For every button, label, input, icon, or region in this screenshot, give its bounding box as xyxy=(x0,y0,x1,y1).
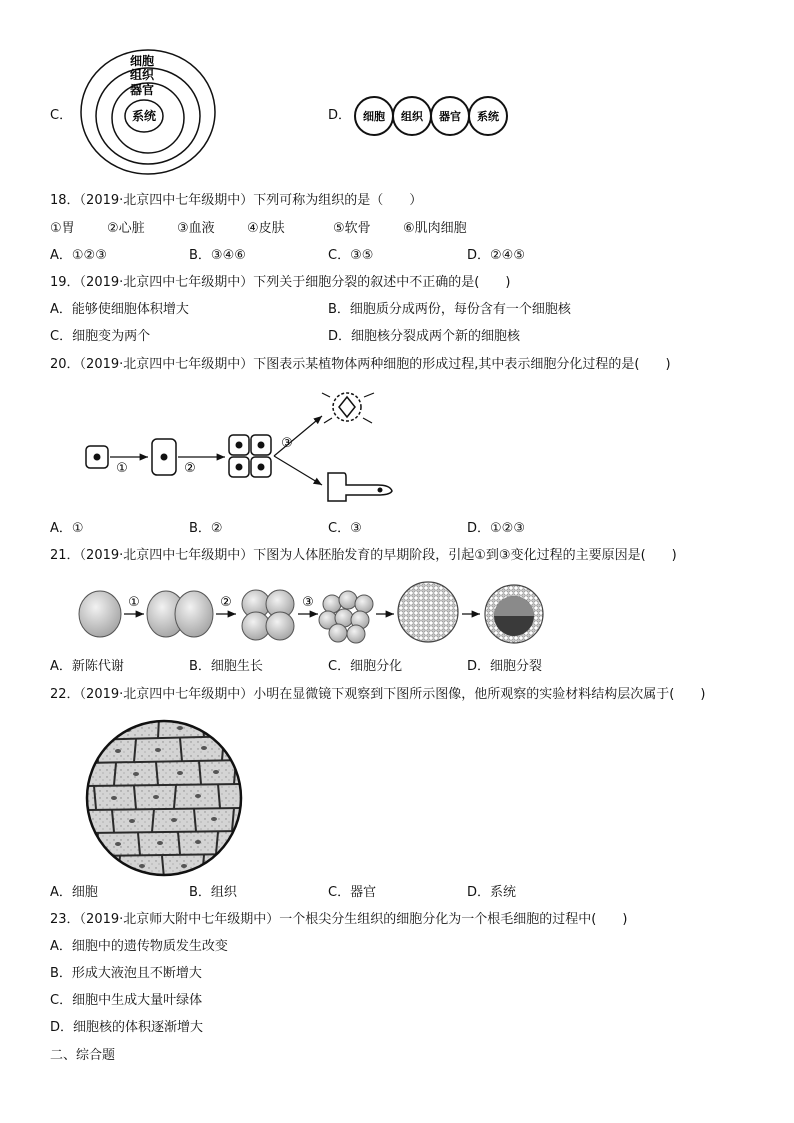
q17-concentric-rings-figure xyxy=(78,48,218,176)
q18-stem: 18．（2019·北京四中七年级期中）下列可称为组织的是（ ） xyxy=(50,193,423,208)
q20-step-3: ③ xyxy=(281,436,293,451)
q22-microscope-view-figure xyxy=(84,718,244,878)
q20-step-1: ① xyxy=(116,461,128,476)
q22-option-a[interactable]: A．细胞 xyxy=(50,885,98,900)
ring-label-2: 组织 xyxy=(129,68,155,82)
q20-option-a[interactable]: A．① xyxy=(50,521,84,536)
q23-option-a[interactable]: A．细胞中的遗传物质发生改变 xyxy=(50,939,228,954)
q18-option-c[interactable]: C．③⑤ xyxy=(328,248,374,263)
q18-item-1: ①胃 xyxy=(50,221,75,236)
q18-option-b[interactable]: B．③④⑥ xyxy=(189,248,246,263)
q20-step-2: ② xyxy=(184,461,196,476)
q20-option-c[interactable]: C．③ xyxy=(328,521,362,536)
q21-option-b[interactable]: B．细胞生长 xyxy=(189,659,263,674)
q22-option-d[interactable]: D．系统 xyxy=(467,885,517,900)
q19-option-b[interactable]: B．细胞质分成两份，每份含有一个细胞核 xyxy=(328,302,571,317)
q20-option-b[interactable]: B．② xyxy=(189,521,223,536)
q18-item-4: ④皮肤 xyxy=(247,221,285,236)
chain-label-3: 器官 xyxy=(439,110,461,123)
q18-item-3: ③血液 xyxy=(177,221,215,236)
q23-option-d[interactable]: D．细胞核的体积逐渐增大 xyxy=(50,1020,204,1035)
ring-label-1: 细胞 xyxy=(129,54,155,68)
q21-option-a[interactable]: A．新陈代谢 xyxy=(50,659,124,674)
q17-option-d-label: D． xyxy=(328,108,352,123)
q22-option-c[interactable]: C．器官 xyxy=(328,885,377,900)
chain-label-1: 细胞 xyxy=(363,110,385,123)
q23-stem: 23．（2019·北京师大附中七年级期中）一个根尖分生组织的细胞分化为一个根毛细胞的过程中( ) xyxy=(50,912,628,927)
q21-step-2: ② xyxy=(220,595,232,610)
q19-stem: 19．（2019·北京四中七年级期中）下列关于细胞分裂的叙述中不正确的是( ) xyxy=(50,275,511,290)
q21-option-c[interactable]: C．细胞分化 xyxy=(328,659,403,674)
q23-option-b[interactable]: B．形成大液泡且不断增大 xyxy=(50,966,202,981)
q18-option-a[interactable]: A．①②③ xyxy=(50,248,107,263)
chain-label-4: 系统 xyxy=(477,110,499,123)
q19-option-a[interactable]: A．能够使细胞体积增大 xyxy=(50,302,189,317)
q21-step-3: ③ xyxy=(302,595,314,610)
q22-stem: 22．（2019·北京四中七年级期中）小明在显微镜下观察到下图所示图像，他所观察的实验材料结构层次属于( ) xyxy=(50,687,706,702)
q20-stem: 20．（2019·北京四中七年级期中）下图表示某植物体两种细胞的形成过程,其中表示细胞分化过程的是( ) xyxy=(50,357,671,372)
q21-option-d[interactable]: D．细胞分裂 xyxy=(467,659,543,674)
q21-stem: 21．（2019·北京四中七年级期中）下图为人体胚胎发育的早期阶段，引起①到③变化过程的主要原因是( ) xyxy=(50,548,677,563)
ring-label-3: 器官 xyxy=(129,83,155,97)
section-heading: 二、综合题 xyxy=(50,1048,116,1063)
q20-cell-differentiation-figure xyxy=(82,385,402,510)
q17-option-c-label: C． xyxy=(50,108,73,123)
chain-label-2: 组织 xyxy=(401,110,423,123)
q18-item-5: ⑤软骨 xyxy=(333,221,371,236)
q17-chain-figure xyxy=(353,96,511,136)
q23-option-c[interactable]: C．细胞中生成大量叶绿体 xyxy=(50,993,203,1008)
q21-embryo-development-figure xyxy=(76,578,556,648)
q18-item-2: ②心脏 xyxy=(107,221,145,236)
q19-option-d[interactable]: D．细胞核分裂成两个新的细胞核 xyxy=(328,329,521,344)
q18-item-6: ⑥肌肉细胞 xyxy=(403,221,467,236)
q18-option-d[interactable]: D．②④⑤ xyxy=(467,248,525,263)
ring-label-4: 系统 xyxy=(131,109,157,123)
q21-step-1: ① xyxy=(128,595,140,610)
q22-option-b[interactable]: B．组织 xyxy=(189,885,237,900)
q20-option-d[interactable]: D．①②③ xyxy=(467,521,525,536)
q19-option-c[interactable]: C．细胞变为两个 xyxy=(50,329,151,344)
